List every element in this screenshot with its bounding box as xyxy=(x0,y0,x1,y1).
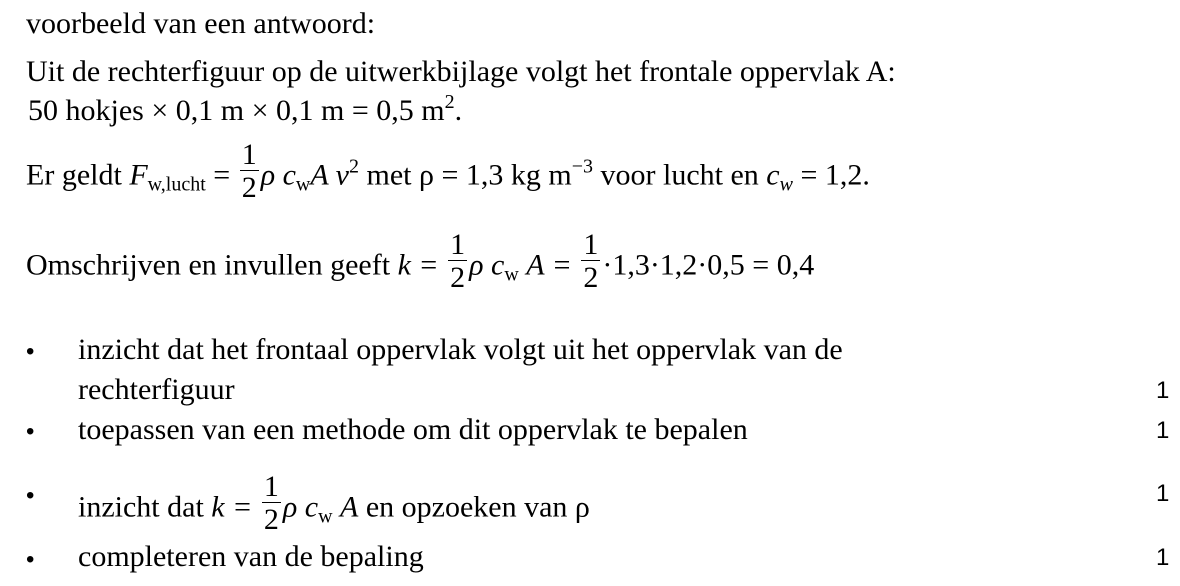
velocity-exponent: 2 xyxy=(348,155,359,178)
derivation-line xyxy=(26,228,815,299)
area-symbol: A xyxy=(340,490,359,524)
area-period: . xyxy=(454,94,463,127)
answer-heading: voorbeeld van een antwoord: xyxy=(26,7,376,40)
area-equals: A = xyxy=(526,248,572,282)
bullet-marker: • xyxy=(26,418,35,445)
c-value: = 1,2. xyxy=(800,158,870,192)
force-subscript: w,lucht xyxy=(147,173,206,196)
cw-subscript: w xyxy=(318,505,333,528)
fraction-half xyxy=(240,140,259,203)
area-velocity-symbol: A v xyxy=(310,158,349,192)
k-symbol: k = xyxy=(397,248,439,282)
fraction-numerator: 1 xyxy=(263,470,279,503)
scoring-item-4-points: 1 xyxy=(1156,544,1170,571)
formula-lead: Er geldt xyxy=(26,158,122,192)
calculation: ·1,3·1,2·0,5 = 0,4 xyxy=(602,248,815,282)
k-symbol: k = xyxy=(211,490,253,524)
fraction-numerator: 1 xyxy=(450,228,466,261)
scoring-item-3-points: 1 xyxy=(1156,480,1170,507)
fraction-half xyxy=(262,472,281,535)
voor-lucht-text: voor lucht en xyxy=(600,158,759,192)
c-subscript: w xyxy=(779,173,793,196)
scoring-item-2-text: toepassen van een methode om dit oppervlak te bepalen xyxy=(78,413,748,446)
area-exponent: 2 xyxy=(444,91,455,113)
fraction-half-2 xyxy=(581,230,600,293)
rho-c-symbol: ρ c xyxy=(469,248,505,282)
cw-subscript: w xyxy=(295,173,311,196)
scoring-item-3-text xyxy=(78,470,590,541)
force-symbol: F xyxy=(129,158,148,192)
bullet-marker: • xyxy=(26,546,35,573)
met-word: met xyxy=(366,158,412,192)
scoring-item-3-tail: en opzoeken van ρ xyxy=(365,490,590,524)
c-symbol: c xyxy=(766,158,780,192)
bullet-marker: • xyxy=(26,338,35,365)
equals-sign: = xyxy=(213,158,231,192)
scoring-item-4-text: completeren van de bepaling xyxy=(78,540,424,573)
fraction-numerator: 1 xyxy=(583,228,599,261)
scoring-item-1-line-1: inzicht dat het frontaal oppervlak volgt uit het oppervlak van de xyxy=(78,333,843,366)
scoring-item-1-points: 1 xyxy=(1156,377,1170,404)
rho-c-symbol: ρ c xyxy=(260,158,296,192)
intro-text: Uit de rechterfiguur op de uitwerkbijlage volgt het frontale oppervlak A: xyxy=(26,55,896,88)
rho-value: ρ = 1,3 kg m xyxy=(418,158,572,192)
fraction-denominator: 2 xyxy=(263,503,279,536)
fraction-denominator: 2 xyxy=(241,171,257,204)
scoring-item-2-points: 1 xyxy=(1156,417,1170,444)
scoring-item-3-lead: inzicht dat xyxy=(78,490,204,524)
rho-c-symbol: ρ c xyxy=(282,490,319,524)
derivation-lead: Omschrijven en invullen geeft xyxy=(26,248,391,282)
fraction-denominator: 2 xyxy=(583,261,599,294)
area-formula-text: 50 hokjes × 0,1 m × 0,1 m = 0,5 m xyxy=(28,94,445,127)
bullet-marker: • xyxy=(26,482,35,509)
fraction-numerator: 1 xyxy=(241,138,257,171)
cw-subscript: w xyxy=(504,263,519,286)
scoring-item-1-line-2: rechterfiguur xyxy=(78,373,235,406)
rho-exponent: −3 xyxy=(571,155,593,178)
fraction-half xyxy=(448,230,467,293)
fraction-denominator: 2 xyxy=(450,261,466,294)
drag-force-formula-line xyxy=(26,138,870,209)
area-formula xyxy=(28,91,463,127)
